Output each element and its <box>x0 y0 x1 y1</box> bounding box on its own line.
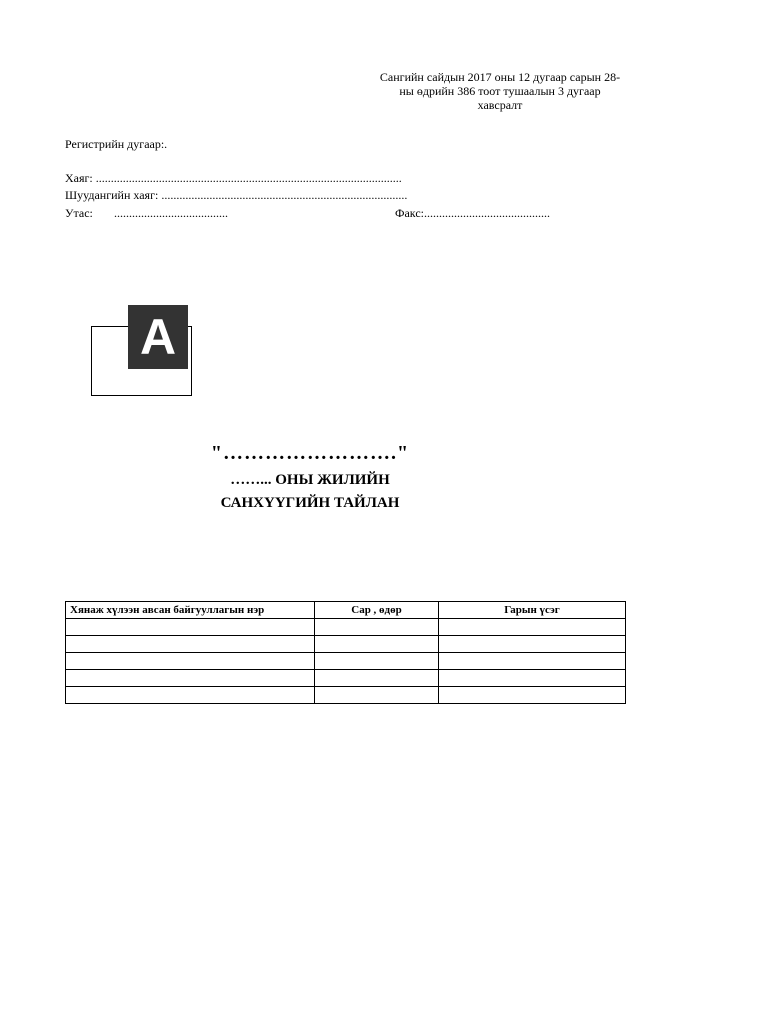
fax-field: Факс:.......................................... <box>395 206 550 220</box>
table-row <box>66 619 626 636</box>
table-cell[interactable] <box>315 687 439 704</box>
header-date: Сар , өдөр <box>315 602 439 619</box>
table-cell[interactable] <box>315 636 439 653</box>
table-row <box>66 653 626 670</box>
phone-label: Утас: <box>65 206 93 220</box>
postal-address-field: Шуудангийн хаяг: .................................................................................. <box>65 188 408 202</box>
registration-number-field: Регистрийн дугаар:. <box>65 137 168 151</box>
organization-name-placeholder: "……………………." <box>210 442 410 464</box>
table-row <box>66 687 626 704</box>
report-year-title: ……... ОНЫ ЖИЛИЙН <box>230 472 390 488</box>
table-row <box>66 636 626 653</box>
attachment-note <box>360 70 640 112</box>
table-cell[interactable] <box>439 687 626 704</box>
table-row <box>66 670 626 687</box>
attachment-note-line3: хавсралт <box>477 98 523 112</box>
header-signature: Гарын үсэг <box>439 602 626 619</box>
header-organization: Хянаж хүлээн авсан байгууллагын нэр <box>66 602 315 619</box>
table-cell[interactable] <box>439 619 626 636</box>
table-cell[interactable] <box>66 687 315 704</box>
address-field: Хаяг: ...................................................................................................... <box>65 171 402 185</box>
phone-field: ...................................... <box>114 206 228 220</box>
logo-letter: A <box>139 309 177 365</box>
report-title: САНХҮҮГИЙН ТАЙЛАН <box>220 495 400 511</box>
attachment-note-line2: ны өдрийн 386 тоот тушаалын 3 дугаар <box>399 84 601 98</box>
table-cell[interactable] <box>66 619 315 636</box>
table-cell[interactable] <box>439 670 626 687</box>
table-cell[interactable] <box>66 653 315 670</box>
table-cell[interactable] <box>66 636 315 653</box>
table-cell[interactable] <box>66 670 315 687</box>
table-header-row <box>66 602 626 619</box>
table-cell[interactable] <box>315 619 439 636</box>
table-cell[interactable] <box>315 653 439 670</box>
table-cell[interactable] <box>439 653 626 670</box>
review-table <box>65 601 626 704</box>
table-cell[interactable] <box>439 636 626 653</box>
attachment-note-line1: Сангийн сайдын 2017 оны 12 дугаар сарын 28- <box>379 70 621 84</box>
logo-placeholder <box>128 305 188 369</box>
table-cell[interactable] <box>315 670 439 687</box>
